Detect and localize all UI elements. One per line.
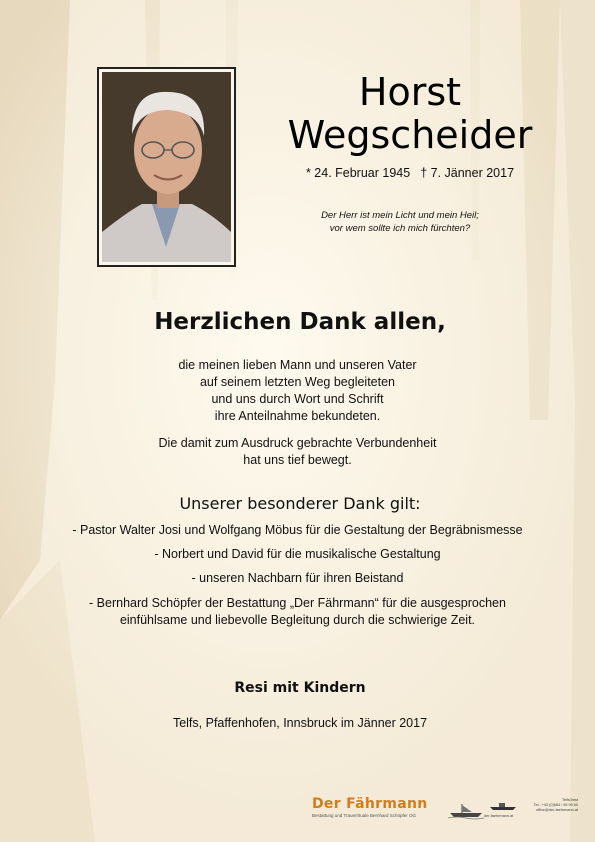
place-and-date: Telfs, Pfaffenhofen, Innsbruck im Jänner 2017 bbox=[172, 716, 428, 730]
verse-line: Der Herr ist mein Licht und mein Heil; bbox=[321, 210, 479, 221]
funeral-home-logo bbox=[312, 796, 428, 818]
paragraph-line: Die damit zum Ausdruck gebrachte Verbundenheit bbox=[158, 436, 437, 450]
logo-subtitle: Bestattung und Trauerrituale Bernhard Schöpfer OG bbox=[312, 813, 417, 818]
thanks-paragraph bbox=[40, 357, 555, 425]
website-link[interactable]: der-faehrmann.at bbox=[484, 814, 514, 818]
contact-line: office@der-faehrmann.at bbox=[536, 808, 578, 812]
ferry-boat-small-icon bbox=[489, 802, 517, 812]
death-date: † 7. Jänner 2017 bbox=[420, 166, 515, 180]
special-thanks-heading: Unserer besonderer Dank gilt: bbox=[179, 494, 421, 513]
portrait-photo bbox=[97, 67, 236, 267]
ferry-boat-icon bbox=[448, 802, 484, 820]
paragraph-line: hat uns tief bewegt. bbox=[243, 453, 352, 467]
life-dates bbox=[285, 166, 535, 180]
portrait-icon bbox=[102, 72, 231, 262]
thanks-item-line: einfühlsame und liebevolle Begleitung durch die schwierige Zeit. bbox=[119, 613, 476, 627]
deceased-last-name: Wegscheider bbox=[287, 113, 533, 157]
thanks-item bbox=[20, 522, 575, 539]
birth-date: * 24. Februar 1945 bbox=[305, 166, 411, 180]
thanks-item bbox=[20, 570, 575, 587]
paragraph-line: auf seinem letzten Weg begleiteten bbox=[199, 375, 396, 389]
signature: Resi mit Kindern bbox=[234, 680, 366, 696]
contact-info bbox=[520, 798, 578, 813]
thanks-item-line: - unseren Nachbarn für ihren Beistand bbox=[191, 571, 404, 585]
thanks-item-line: - Pastor Walter Josi und Wolfgang Möbus für die Gestaltung der Begräbnismesse bbox=[72, 523, 523, 537]
contact-line: Telfs/Imst bbox=[561, 798, 578, 802]
thanks-item bbox=[20, 546, 575, 563]
thanks-item-line: - Norbert und David für die musikalische Gestaltung bbox=[154, 547, 441, 561]
thanks-title: Herzlichen Dank allen, bbox=[154, 309, 446, 335]
verse-line: vor wem sollte ich mich fürchten? bbox=[329, 223, 471, 234]
thanks-item-line: - Bernhard Schöpfer der Bestattung „Der Fährmann“ für die ausgesprochen bbox=[89, 596, 506, 610]
logo-name: Der Fährmann bbox=[312, 796, 428, 812]
paragraph-line: ihre Anteilnahme bekundeten. bbox=[214, 409, 381, 423]
thanks-item bbox=[20, 595, 575, 629]
bible-verse bbox=[295, 209, 505, 235]
deceased-first-name: Horst bbox=[358, 70, 462, 114]
contact-line: Tel.: +43 (0)664 / 95 99 60 bbox=[533, 803, 578, 807]
paragraph-line: die meinen lieben Mann und unseren Vater bbox=[178, 358, 417, 372]
paragraph-line: und uns durch Wort und Schrift bbox=[211, 392, 384, 406]
thanks-paragraph-2 bbox=[40, 435, 555, 469]
